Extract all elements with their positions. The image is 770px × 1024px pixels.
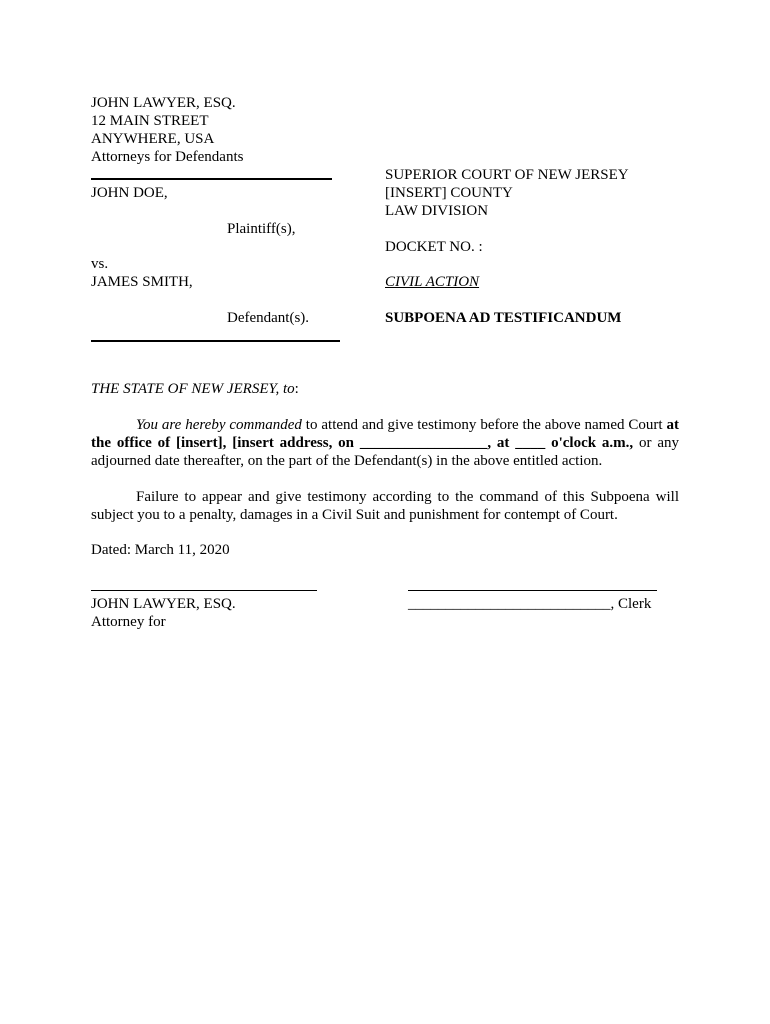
dated-line: Dated: March 11, 2020 [91,542,230,558]
court-name: SUPERIOR COURT OF NEW JERSEY [385,167,629,183]
attorney-name: JOHN LAWYER, ESQ. [91,95,236,111]
clerk-signature-label: ___________________________, Clerk [408,596,652,612]
signature-attorney-role: Attorney for [91,614,166,630]
court-division: LAW DIVISION [385,203,489,219]
attorney-role: Attorneys for Defendants [91,149,244,165]
versus-label: vs. [91,256,109,272]
attorney-street: 12 MAIN STREET [91,113,209,129]
salutation-colon: : [294,381,299,397]
command-text-1: to attend and give testimony before the above named Court [301,417,667,433]
caption-top-rule [91,178,332,180]
court-county: [INSERT] COUNTY [385,185,513,201]
salutation [91,380,299,398]
plaintiff-label: Plaintiff(s), [227,221,296,237]
defendant-name: JAMES SMITH, [91,274,193,290]
failure-paragraph: Failure to appear and give testimony according to the command of this Subpoena will subject you to a penalty, damages in a Civil Suit and punishment for contempt of Court. [91,489,679,523]
attorney-city: ANYWHERE, USA [91,131,215,147]
command-phrase: You are hereby commanded [136,417,302,433]
command-text-2: or any adjourned date thereafter, on the part of the Defendant(s) in the above entitled action. [91,435,679,469]
command-location: at the office of [insert], [insert address, on _________________, at ____ o'clock a.m., [91,417,680,451]
signature-attorney-name: JOHN LAWYER, ESQ. [91,596,236,612]
salutation-state: THE STATE OF NEW JERSEY, to [91,381,295,397]
civil-action-label: CIVIL ACTION [385,274,480,290]
plaintiff-name: JOHN DOE, [91,185,168,201]
command-paragraph [91,416,679,470]
clerk-signature-line [408,590,657,591]
attorney-signature-line [91,590,317,591]
caption-bottom-rule [91,340,340,342]
defendant-label: Defendant(s). [227,310,310,326]
document-title: SUBPOENA AD TESTIFICANDUM [385,310,622,326]
docket-number: DOCKET NO. : [385,239,483,255]
